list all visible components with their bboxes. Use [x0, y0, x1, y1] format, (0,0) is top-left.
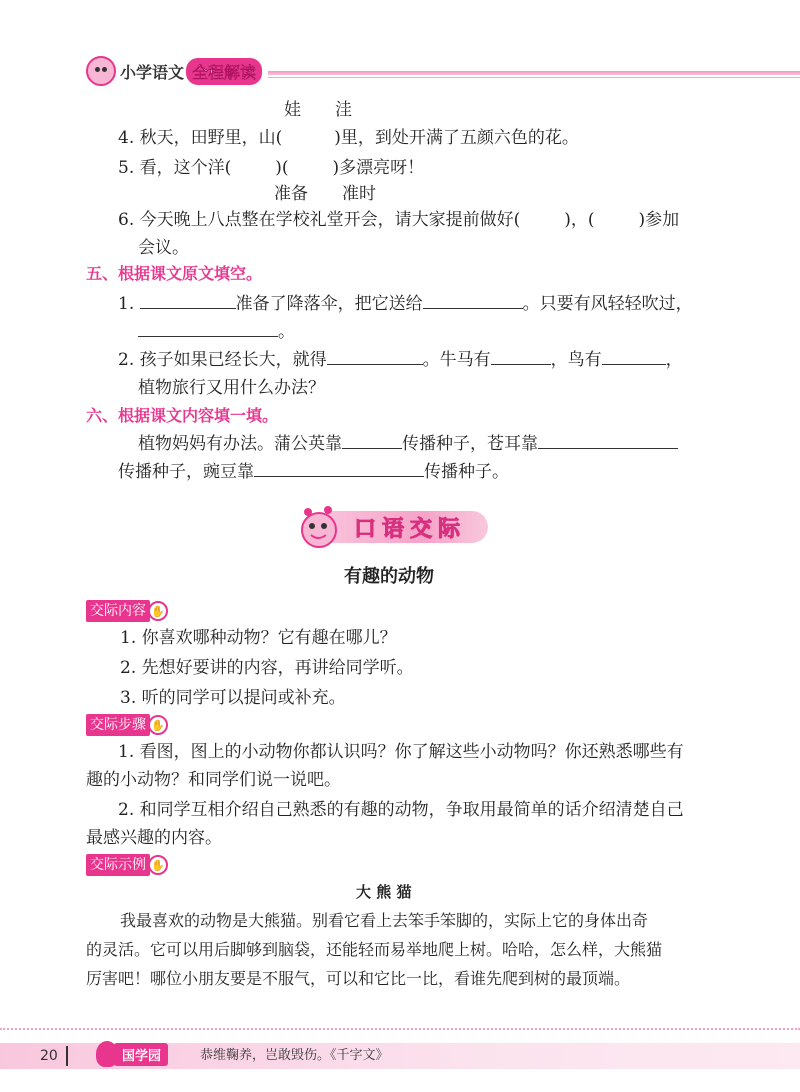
- content-item-2: 2. 先想好要讲的内容，再讲给同学听。: [120, 658, 414, 678]
- q5-before: 看，这个洋(: [139, 158, 232, 178]
- example-line-3: 厉害吧！哪位小朋友要是不服气，可以和它比一比，看谁先爬到树的最顶端。: [86, 969, 631, 988]
- footer-dotted-rule: [0, 1028, 800, 1030]
- hand-icon: ✋: [148, 601, 168, 621]
- s5-2-text-d: ，: [665, 350, 683, 370]
- s5-2-text-a: 孩子如果已经长大，就得: [139, 350, 327, 370]
- q6-continuation: 会议。: [138, 238, 189, 258]
- mascot-icon: [86, 56, 116, 86]
- tag-content: [86, 600, 168, 622]
- s5-2-blank-c[interactable]: [602, 346, 666, 365]
- tag-content-label: 交际内容: [86, 600, 150, 622]
- hand-icon: ✋: [148, 855, 168, 875]
- footer-separator: [66, 1046, 68, 1066]
- word-pair-2: 准备 准时: [274, 184, 376, 204]
- s5-2-text-c: ，鸟有: [550, 350, 602, 370]
- tag-example: [86, 854, 168, 876]
- hand-icon: ✋: [148, 715, 168, 735]
- tag-example-label: 交际示例: [86, 854, 150, 876]
- q5-after: )多漂亮呀！: [332, 158, 425, 178]
- content-item-3: 3. 听的同学可以提问或补充。: [120, 688, 346, 708]
- s6-line2-b: 传播种子。: [424, 462, 509, 482]
- s6-blank-1[interactable]: [342, 430, 402, 449]
- word-pair-1: 娃 洼: [284, 100, 352, 120]
- header-series: 小学语文: [120, 62, 185, 82]
- s5-2-text-b: 。牛马有: [422, 350, 491, 370]
- s5-1-blank-b[interactable]: [423, 290, 523, 309]
- step-1-line-1: 1. 看图，图上的小动物你都认识吗？你了解这些小动物吗？你还熟悉哪些有: [118, 742, 684, 762]
- example-title: 大 熊 猫: [356, 883, 412, 901]
- footer-badge-label: 国学园: [114, 1043, 168, 1066]
- q4-before: 秋天，田野里，山(: [139, 128, 283, 148]
- header-series-highlight: 全程解读: [186, 58, 262, 85]
- header-rule: [268, 71, 800, 75]
- content-item-1: 1. 你喜欢哪种动物？它有趣在哪儿？: [120, 628, 397, 648]
- q6-mid: )，(: [564, 210, 595, 230]
- q6-before: 今天晚上八点整在学校礼堂开会，请大家提前做好(: [139, 210, 521, 230]
- s6-blank-3[interactable]: [254, 458, 424, 477]
- child-icon: [96, 1041, 118, 1067]
- page-number: 20: [40, 1048, 58, 1064]
- q5-mid: )(: [275, 158, 289, 178]
- s6-line1-b: 传播种子，苍耳靠: [402, 434, 538, 454]
- oral-title: 有趣的动物: [344, 566, 434, 587]
- s5-1-end: 。: [278, 322, 295, 342]
- q6-after: )参加: [638, 210, 680, 230]
- s5-1-text-a: 准备了降落伞，把它送给: [235, 294, 423, 314]
- s5-1-blank-c[interactable]: [138, 318, 278, 337]
- question-5: [118, 154, 424, 182]
- s5-2-blank-b[interactable]: [491, 346, 551, 365]
- section-6-heading: 六、根据课文内容填一填。: [86, 406, 279, 425]
- header-rule-thin: [268, 77, 800, 78]
- footer-badge: [96, 1040, 168, 1068]
- oral-banner: [296, 505, 488, 549]
- s5-2-num: 2.: [118, 350, 135, 370]
- s5-1-num: 1.: [118, 294, 135, 314]
- example-line-1: 我最喜欢的动物是大熊猫。别看它看上去笨手笨脚的，实际上它的身体出奇: [120, 911, 649, 930]
- mascot-icon: [296, 504, 342, 550]
- question-6: [118, 206, 679, 234]
- section-5-item-1-cont: [138, 318, 295, 346]
- s6-line1-a: 植物妈妈有办法。蒲公英靠: [138, 434, 342, 454]
- example-line-2: 的灵活。它可以用后脚够到脑袋，还能轻而易举地爬上树。哈哈，怎么样，大熊猫: [86, 940, 663, 959]
- s6-blank-2[interactable]: [538, 430, 678, 449]
- tag-steps: [86, 714, 168, 736]
- q6-num: 6.: [118, 210, 135, 230]
- step-2-line-1: 2. 和同学互相介绍自己熟悉的有趣的动物，争取用最简单的话介绍清楚自己: [118, 800, 684, 820]
- s5-2-blank-a[interactable]: [327, 346, 423, 365]
- footer-quote: 恭维鞠养，岂敢毁伤。《千字文》: [200, 1048, 389, 1063]
- s5-1-text-b: 。只要有风轻轻吹过，: [522, 294, 693, 314]
- tag-steps-label: 交际步骤: [86, 714, 150, 736]
- q5-num: 5.: [118, 158, 135, 178]
- q4-num: 4.: [118, 128, 135, 148]
- section-5-item-1: [118, 290, 693, 318]
- section-5-heading: 五、根据课文原文填空。: [86, 264, 263, 283]
- section-5-item-2: [118, 346, 683, 374]
- section-6-line-2: [118, 458, 509, 486]
- question-4: [118, 124, 579, 152]
- step-2-line-2: 最感兴趣的内容。: [86, 828, 222, 848]
- q4-after: )里，到处开满了五颜六色的花。: [334, 128, 579, 148]
- header-logo: [86, 56, 262, 86]
- oral-banner-label: 口语交际: [328, 511, 488, 543]
- step-1-line-2: 趣的小动物？和同学们说一说吧。: [86, 770, 341, 790]
- section-5-item-2-cont: 植物旅行又用什么办法？: [138, 378, 325, 398]
- s5-1-blank-a[interactable]: [140, 290, 236, 309]
- s6-line2-a: 传播种子，豌豆靠: [118, 462, 254, 482]
- section-6-line-1: [138, 430, 678, 458]
